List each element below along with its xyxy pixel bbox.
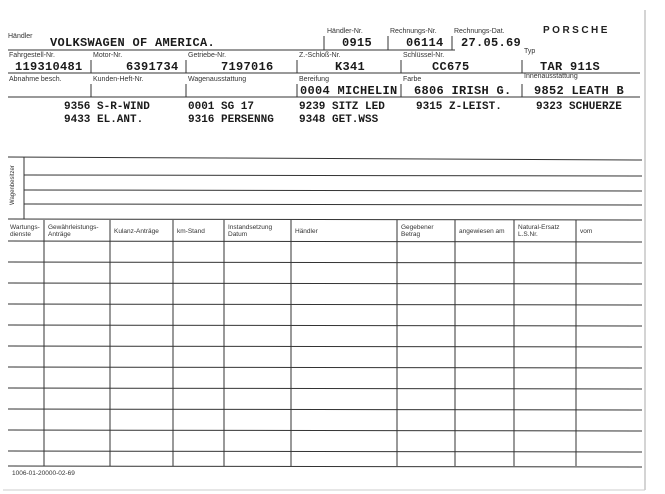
col-header-natural-ersatz: Natural-Ersatz L.S.Nr.	[518, 224, 560, 238]
value-motor-nr: 6391734	[126, 60, 179, 74]
label-schluessel-nr: Schlüssel-Nr.	[403, 52, 445, 59]
value-rechnungs-dat: 27.05.69	[461, 36, 522, 50]
label-fahrgestell-nr: Fahrgestell-Nr.	[9, 52, 55, 59]
label-abnahme-besch: Abnahme besch.	[9, 76, 62, 83]
value-typ: TAR 911S	[540, 60, 601, 74]
label-motor-nr: Motor-Nr.	[93, 52, 123, 59]
col-header-wartungsdienste: Wartungs- dienste	[10, 224, 40, 238]
label-bereifung: Bereifung	[299, 76, 329, 83]
value-farbe: 6806 IRISH G.	[414, 84, 512, 98]
label-z-schloss-nr: Z.-Schloß-Nr.	[299, 52, 341, 59]
label-wagenausstattung: Wagenausstattung	[188, 76, 247, 83]
col-header-betrag: Gegebener Betrag	[401, 224, 434, 238]
label-getriebe-nr: Getriebe-Nr.	[188, 52, 227, 59]
label-haendler-nr: Händler-Nr.	[327, 28, 363, 35]
value-z-schloss-nr: K341	[335, 60, 366, 74]
label-innenausstattung: Innenausstattung	[524, 73, 578, 80]
col-header-gewaehrleistung: Gewährleistungs- Anträge	[48, 224, 99, 238]
value-schluessel-nr: CC675	[432, 60, 470, 74]
label-farbe: Farbe	[403, 76, 422, 83]
value-fahrgestell-nr: 119310481	[15, 60, 83, 74]
option-code: 0001 SG 17	[188, 101, 255, 113]
label-haendler: Händler	[8, 33, 33, 40]
value-innenausstattung: 9852 LEATH B	[534, 84, 625, 98]
option-code: 9316 PERSENNG	[188, 114, 274, 126]
col-header-angewiesen: angewiesen am	[459, 228, 505, 235]
col-header-kulanz: Kulanz-Anträge	[114, 228, 159, 235]
col-header-km-stand: km-Stand	[177, 228, 205, 235]
brand-logo: PORSCHE	[543, 25, 610, 36]
col-header-haendler: Händler	[295, 228, 318, 235]
option-code: 9239 SITZ LED	[299, 101, 385, 113]
option-code: 9323 SCHUERZE	[536, 101, 622, 113]
option-code: 9433 EL.ANT.	[64, 114, 144, 126]
value-haendler-nr: 0915	[342, 36, 373, 50]
label-typ: Typ	[524, 48, 536, 55]
col-header-vom: vom	[580, 228, 593, 235]
option-code: 9315 Z-LEIST.	[416, 101, 502, 113]
value-haendler: VOLKSWAGEN OF AMERICA.	[50, 36, 216, 50]
label-rechnungs-dat: Rechnungs-Dat.	[454, 28, 505, 35]
value-rechnungs-nr: 06114	[406, 36, 444, 50]
option-code: 9348 GET.WSS	[299, 114, 379, 126]
option-code: 9356 S-R-WIND	[64, 101, 150, 113]
label-rechnungs-nr: Rechnungs-Nr.	[390, 28, 437, 35]
label-kunden-heft-nr: Kunden-Heft-Nr.	[93, 76, 144, 83]
value-getriebe-nr: 7197016	[221, 60, 274, 74]
col-header-instandsetzung: Instandsetzung Datum	[228, 224, 273, 238]
value-bereifung: 0004 MICHELIN	[300, 84, 398, 98]
label-wagenbesitzer: Wagenbesitzer	[10, 165, 16, 205]
form-number: 1006-01-20000-02-69	[12, 470, 75, 477]
